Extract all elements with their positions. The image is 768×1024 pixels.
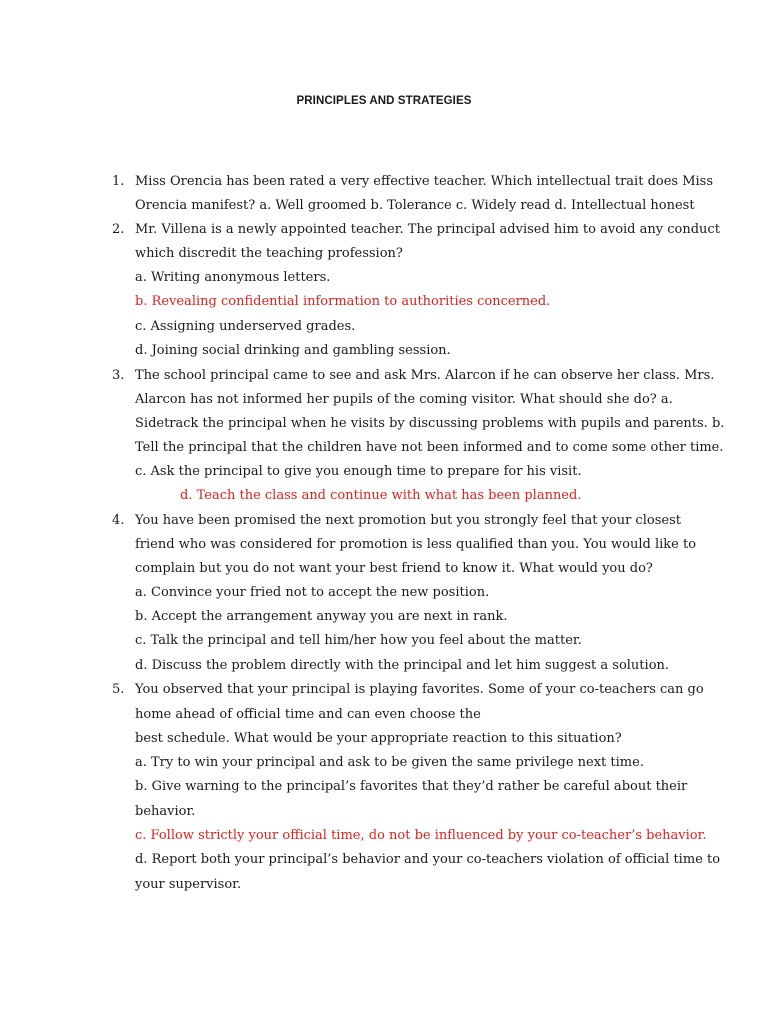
question-2-option-c: c. Assigning underserved grades.: [135, 319, 356, 334]
question-3-line-3: Sidetrack the principal when he visits by discussing problems with pupils and parents. b.: [135, 416, 725, 431]
question-2-line-1: Mr. Villena is a newly appointed teacher. The principal advised him to avoid any conduct: [135, 222, 720, 237]
question-5-line-1: You observed that your principal is playing favorites. Some of your co-teachers can go: [135, 682, 704, 697]
question-1-line-1: Miss Orencia has been rated a very effective teacher. Which intellectual trait does Miss: [135, 174, 714, 189]
question-2-number: 2.: [112, 222, 125, 237]
question-3-line-4: Tell the principal that the children have not been informed and to come some other time.: [135, 440, 724, 455]
question-5-number: 5.: [112, 682, 125, 697]
question-1-line-2: Orencia manifest? a. Well groomed b. Tolerance c. Widely read d. Intellectual honest: [135, 198, 695, 213]
question-4-option-a: a. Convince your fried not to accept the new position.: [135, 585, 490, 600]
question-1-number: 1.: [112, 174, 125, 189]
question-5-option-b: b. Give warning to the principal’s favorites that they’d rather be careful about their: [135, 779, 688, 794]
question-3-line-2: Alarcon has not informed her pupils of the coming visitor. What should she do? a.: [135, 392, 673, 407]
question-5-option-c-answer: c. Follow strictly your official time, do not be influenced by your co-teacher’s behavior.: [135, 828, 707, 843]
question-4-line-1: You have been promised the next promotion but you strongly feel that your closest: [135, 513, 681, 528]
question-2-option-d: d. Joining social drinking and gambling session.: [135, 343, 451, 358]
question-3-option-d-answer: d. Teach the class and continue with what has been planned.: [180, 488, 582, 503]
question-4-option-d: d. Discuss the problem directly with the principal and let him suggest a solution.: [135, 658, 670, 673]
question-2-option-a: a. Writing anonymous letters.: [135, 270, 331, 285]
question-3-number: 3.: [112, 368, 125, 383]
question-4-number: 4.: [112, 513, 125, 528]
question-3-option-c: c. Ask the principal to give you enough time to prepare for his visit.: [135, 464, 582, 479]
document-title: PRINCIPLES AND STRATEGIES: [296, 95, 472, 107]
question-4-option-b: b. Accept the arrangement anyway you are next in rank.: [135, 609, 508, 624]
question-3-line-1: The school principal came to see and ask Mrs. Alarcon if he can observe her class. Mrs.: [135, 368, 715, 383]
question-5-line-2: home ahead of official time and can even choose the: [135, 707, 481, 722]
question-5-option-b-cont: behavior.: [135, 804, 196, 819]
question-2-option-b-answer: b. Revealing confidential information to authorities concerned.: [135, 294, 551, 309]
question-4-line-3: complain but you do not want your best friend to know it. What would you do?: [135, 561, 653, 576]
question-2-line-2: which discredit the teaching profession?: [135, 246, 403, 261]
question-5-line-3: best schedule. What would be your appropriate reaction to this situation?: [135, 731, 622, 746]
question-5-option-a: a. Try to win your principal and ask to be given the same privilege next time.: [135, 755, 644, 770]
question-5-option-d-cont: your supervisor.: [135, 877, 242, 892]
question-5-option-d: d. Report both your principal’s behavior and your co-teachers violation of official time to: [135, 852, 721, 867]
question-4-line-2: friend who was considered for promotion is less qualified than you. You would like to: [135, 537, 697, 552]
question-4-option-c: c. Talk the principal and tell him/her how you feel about the matter.: [135, 633, 582, 648]
